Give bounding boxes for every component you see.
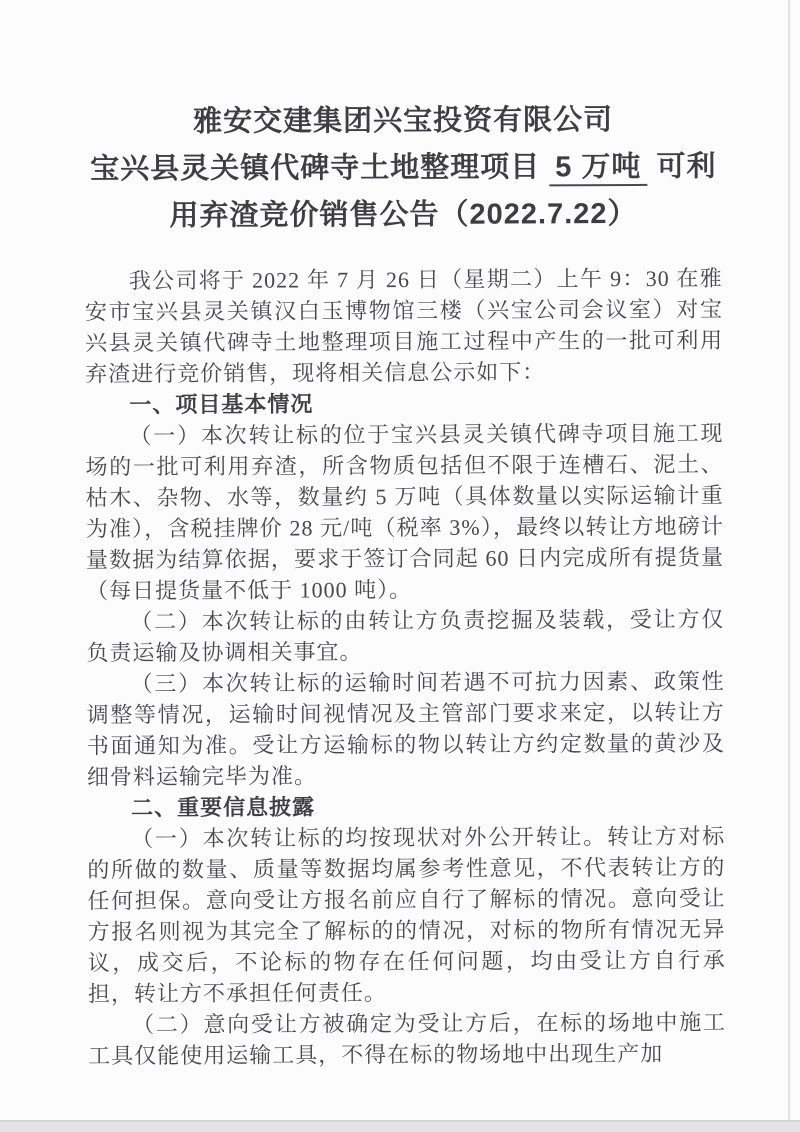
document-content: [84, 97, 726, 1072]
document-body: [85, 263, 727, 1072]
paragraph-item-2-loading-responsibility: （二）本次转让标的由转让方负责挖掘及装载，受让方仅负责运输及协调相关事宜。: [86, 606, 725, 666]
document-title: [84, 97, 723, 241]
paragraph-intro: 我公司将于 2022 年 7 月 26 日（星期二）上午 9：30 在雅安市宝兴县灵关镇汉白玉博物馆三楼（兴宝公司会议室）对宝兴县灵关镇代碑寺土地整理项目施工过程中产生的一批可利用弃渣进行竞价销售，现将相关信息公示如下：: [84, 265, 724, 387]
section-heading-important-disclosure: 二、重要信息披露: [131, 794, 316, 821]
paragraph-item-3-transport-time: （三）本次转让标的运输时间若遇不可抗力因素、政策性调整等情况，运输时间视情况及主管部门要求来定，以转让方书面通知为准。受让方运输标的物以转让方约定数量的黄沙及细骨料运输完毕为准。: [86, 668, 725, 790]
title-line-company: 雅安交建集团兴宝投资有限公司: [193, 104, 614, 138]
title-line-project: [84, 144, 722, 194]
paragraph-disclosure-1-as-is-transfer: （一）本次转让标的均按现状对外公开转让。转让方对标的所做的数量、质量等数据均属参考性意见，不代表转让方的任何担保。意向受让方报名前应自行了解标的情况。意向受让方报名则视为其完全了解标的的情况，对标的物所有情况无异议，成交后，不论标的物存在任何问题，均由受让方自行承担，转让方不承担任何责任。: [87, 823, 726, 1007]
title-line-project-tail: 可利: [647, 150, 717, 183]
paragraph-disclosure-2-site-tools: （二）意向受让方被确定为受让方后，在标的场地中施工工具仅能使用运输工具，不得在标的物场地中出现生产加: [88, 1009, 727, 1069]
paragraph-item-1-target-description: （一）本次转让标的位于宝兴县灵关镇代碑寺项目施工现场的一批可利用弃渣，所含物质包括但不限于连槽石、泥土、枯木、杂物、水等，数量约 5 万吨（具体数量以实际运输计重为准），含税挂牌价 28 元/吨（税率 3%），最终以转让方地磅计量数据为结算依据，要求于签订合同起 60 日内完成所有提货量（每日提货量不低于 1000 吨）。: [85, 420, 725, 604]
scan-right-edge-line: [788, 0, 790, 1122]
title-line-notice-date: 用弃渣竞价销售公告（2022.7.22）: [169, 197, 638, 233]
title-project-text: 宝兴县灵关镇代碑寺土地整理项目: [90, 151, 550, 186]
section-heading-project-basics: 一、项目基本情况: [129, 391, 314, 418]
scan-bottom-strip: [0, 1120, 800, 1132]
title-quantity-underlined: 5 万吨: [549, 151, 647, 186]
